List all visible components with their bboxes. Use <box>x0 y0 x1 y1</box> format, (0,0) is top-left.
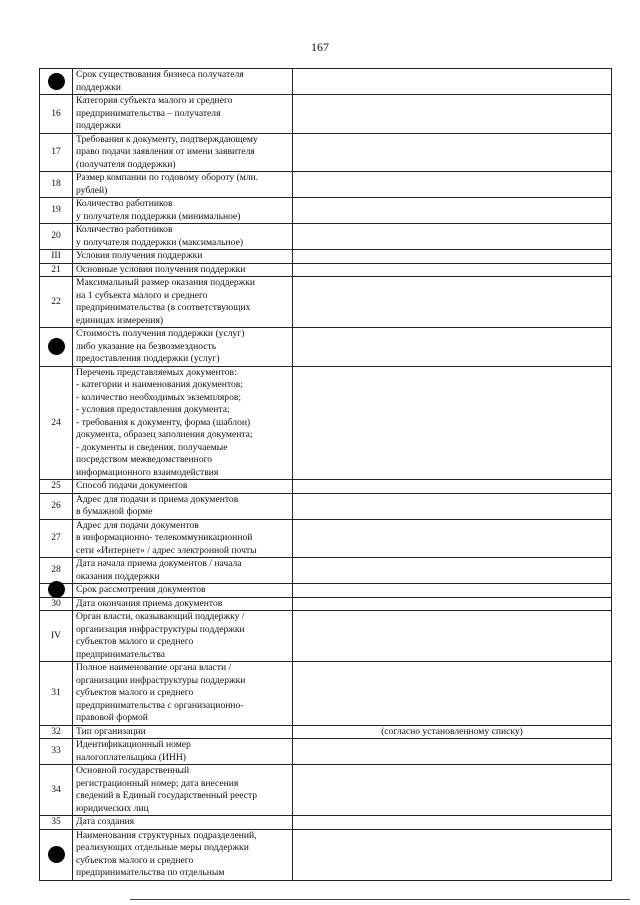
row-number <box>40 263 73 277</box>
row-number <box>40 829 73 880</box>
row-label: Наименования структурных подразделений, реализующих отдельные меры поддержки субъектов малого и среднего предпринимательства по отдельным <box>73 829 293 880</box>
row-number-text: 27 <box>51 532 61 543</box>
row-number-text: 35 <box>51 816 61 827</box>
row-label: Полное наименование органа власти / организации инфраструктуры поддержки субъектов малого и среднего предпринимательства с организационно- правовой формой <box>73 662 293 726</box>
row-number-text: 18 <box>51 178 61 190</box>
row-number-text: 17 <box>51 146 61 157</box>
row-number <box>40 95 73 134</box>
row-value-field[interactable] <box>293 597 612 611</box>
row-number <box>40 519 73 558</box>
punch-hole-mark <box>48 581 65 598</box>
row-number-text: 25 <box>51 480 61 491</box>
row-value-field[interactable] <box>293 198 612 224</box>
row-number-text: 26 <box>51 499 61 511</box>
table-row <box>40 133 612 172</box>
row-label: Максимальный размер оказания поддержки на 1 субъекта малого и среднего предпринимательства (в соответствующих единицах измерения) <box>73 277 293 328</box>
table-row <box>40 662 612 726</box>
row-label: Стоимость получения поддержки (услуг) либо указание на безвозмездность предоставления поддержки (услуг) <box>73 328 293 367</box>
row-number <box>40 277 73 328</box>
table-row <box>40 765 612 816</box>
row-number <box>40 816 73 830</box>
row-value-field[interactable] <box>293 250 612 264</box>
table-row <box>40 739 612 765</box>
row-label: Способ подачи документов <box>73 480 293 494</box>
row-number <box>40 133 73 172</box>
row-label: Орган власти, оказывающий поддержку / организация инфраструктуры поддержки субъектов малого и среднего предпринимательства <box>73 611 293 662</box>
table-row <box>40 366 612 480</box>
page-number: 167 <box>311 40 329 54</box>
row-label: Перечень представляемых документов: - категории и наименования документов; - количество необходимых экземпляров; - условия предоставления документа; - требования к документу, форма (шаблон) документа, образец заполнения документа; - документы и сведения, получаемые посредством межведомственного информационного взаимодействия <box>73 366 293 480</box>
row-value-field[interactable] <box>293 480 612 494</box>
row-value-field[interactable] <box>293 95 612 134</box>
table-row <box>40 816 612 830</box>
table-row <box>40 69 612 95</box>
row-label: Срок рассмотрения документов <box>73 584 293 598</box>
row-label: Дата создания <box>73 816 293 830</box>
table-row <box>40 250 612 264</box>
row-number-text: IV <box>50 629 62 641</box>
row-value-field[interactable] <box>293 584 612 598</box>
row-number-text: 34 <box>51 783 61 795</box>
table-row <box>40 277 612 328</box>
row-value-field[interactable] <box>293 263 612 277</box>
row-number <box>40 366 73 480</box>
row-label: Условия получения поддержки <box>73 250 293 264</box>
row-number <box>40 480 73 494</box>
table-row <box>40 198 612 224</box>
row-value-field[interactable] <box>293 172 612 198</box>
table-row <box>40 328 612 367</box>
punch-hole-mark <box>48 338 65 355</box>
row-value-field[interactable] <box>293 224 612 250</box>
table-row <box>40 95 612 134</box>
row-number <box>40 739 73 765</box>
punch-hole-mark <box>48 73 65 90</box>
row-value-field[interactable] <box>293 662 612 726</box>
row-value-field[interactable] <box>293 69 612 95</box>
row-number <box>40 250 73 264</box>
row-number <box>40 611 73 662</box>
row-number-text: 22 <box>51 295 61 307</box>
row-number <box>40 493 73 519</box>
row-value-field[interactable] <box>293 611 612 662</box>
support-form-table <box>39 68 612 881</box>
row-value-field[interactable] <box>293 277 612 328</box>
row-label: Срок существования бизнеса получателя поддержки <box>73 69 293 95</box>
row-label: Дата начала приема документов / начала оказания поддержки <box>73 558 293 584</box>
row-number-text: 20 <box>51 230 61 242</box>
row-number-text: 30 <box>51 597 61 609</box>
row-value-field[interactable]: (согласно установленному списку) <box>293 725 612 739</box>
row-value-field[interactable] <box>293 739 612 765</box>
row-number <box>40 328 73 367</box>
row-number <box>40 69 73 95</box>
row-number-text: 16 <box>51 107 61 119</box>
table-row <box>40 829 612 880</box>
row-label: Размер компании по годовому обороту (млн. рублей) <box>73 172 293 198</box>
punch-hole-mark <box>48 846 65 863</box>
row-value-field[interactable] <box>293 133 612 172</box>
row-number <box>40 584 73 598</box>
row-value-field[interactable] <box>293 829 612 880</box>
table-row <box>40 493 612 519</box>
row-label: Категория субъекта малого и среднего предпринимательства – получателя поддержки <box>73 95 293 134</box>
row-value-field[interactable] <box>293 328 612 367</box>
row-number <box>40 558 73 584</box>
table-row <box>40 172 612 198</box>
row-label: Адрес для подачи документов в информационно- телекоммуникационной сети «Интернет» / адрес электронной почты <box>73 519 293 558</box>
row-label: Тип организации <box>73 725 293 739</box>
row-value-field[interactable] <box>293 493 612 519</box>
row-number-text: 33 <box>51 745 61 757</box>
table-row <box>40 263 612 277</box>
row-label: Требования к документу, подтверждающему право подачи заявления от имени заявителя (получателя поддержки) <box>73 133 293 172</box>
row-number <box>40 224 73 250</box>
table-row <box>40 584 612 598</box>
row-number <box>40 172 73 198</box>
row-number <box>40 662 73 726</box>
row-number-text: III <box>51 250 61 261</box>
table-row <box>40 224 612 250</box>
row-number <box>40 597 73 611</box>
table-row <box>40 725 612 739</box>
row-label: Дата окончания приема документов <box>73 597 293 611</box>
row-number <box>40 198 73 224</box>
row-value-field[interactable] <box>293 765 612 816</box>
row-label: Основные условия получения поддержки <box>73 263 293 277</box>
row-value-field[interactable] <box>293 519 612 558</box>
table-row <box>40 480 612 494</box>
row-number-text: 28 <box>51 564 61 576</box>
row-number-text: 21 <box>51 263 61 275</box>
row-number-text: 19 <box>51 204 61 216</box>
row-label: Адрес для подачи и приема документов в бумажной форме <box>73 493 293 519</box>
table-row <box>40 558 612 584</box>
table-row <box>40 519 612 558</box>
table-row <box>40 611 612 662</box>
row-number-text: 31 <box>51 687 61 698</box>
table-row <box>40 597 612 611</box>
row-value-field[interactable] <box>293 366 612 480</box>
row-label: Количество работников у получателя поддержки (максимальное) <box>73 224 293 250</box>
row-number <box>40 765 73 816</box>
row-number-text: 32 <box>51 725 61 737</box>
row-number-text: 24 <box>51 416 61 428</box>
row-value-field[interactable] <box>293 816 612 830</box>
row-label: Основной государственный регистрационный номер; дата внесения сведений в Единый государственный реестр юридических лиц <box>73 765 293 816</box>
row-number <box>40 725 73 739</box>
row-label: Идентификационный номер налогоплательщика (ИНН) <box>73 739 293 765</box>
scan-edge-line <box>130 899 630 900</box>
row-value-field[interactable] <box>293 558 612 584</box>
row-label: Количество работников у получателя поддержки (минимальное) <box>73 198 293 224</box>
